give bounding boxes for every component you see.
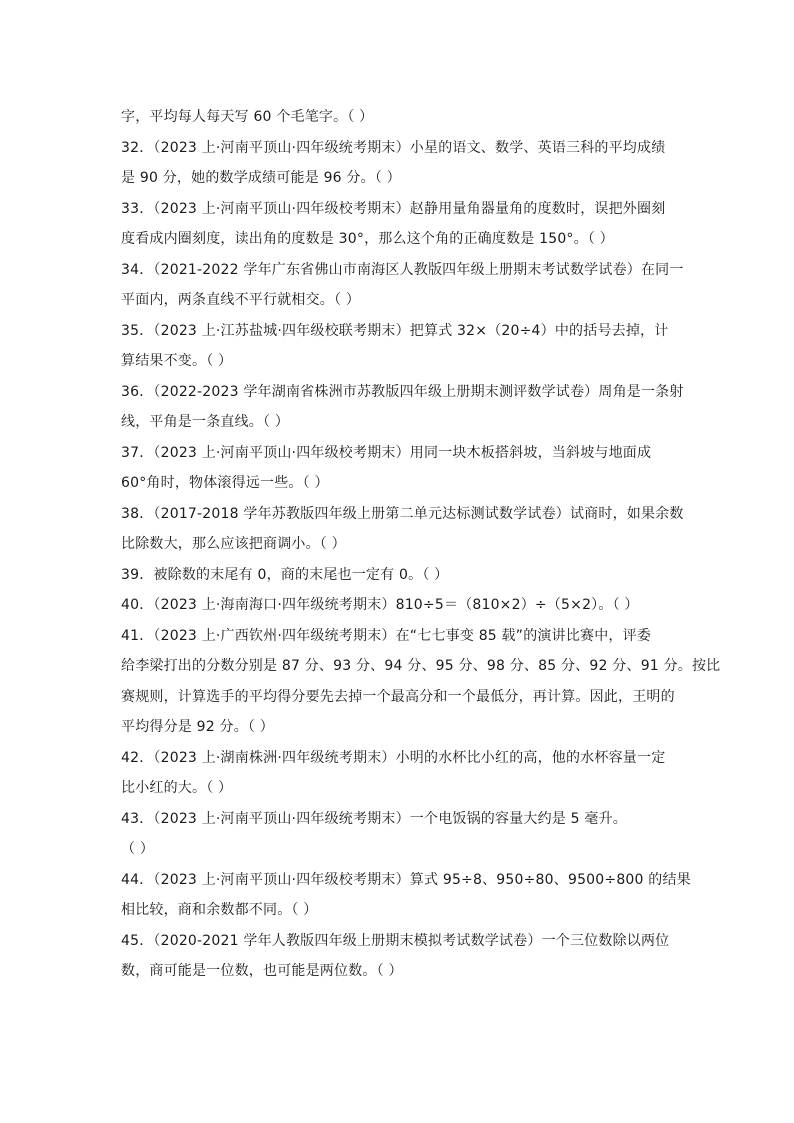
question-42-line-1: 42．（2023 上·湖南株洲·四年级统考期末）小明的水杯比小红的高，他的水杯容量一定 [121, 749, 666, 766]
question-42-line-2: 比小红的大。（ ） [121, 780, 233, 796]
question-45-line-2: 数，商可能是一位数，也可能是两位数。（ ） [121, 963, 403, 979]
question-40-line-1: 40．（2023 上·海南海口·四年级统考期末）810÷5＝（810×2）÷（5×2）。（ ） [121, 597, 639, 613]
question-44-line-2: 相比较，商和余数都不同。（ ） [121, 902, 318, 918]
question-44-line-1: 44．（2023 上·河南平顶山·四年级校考期末）算式 95÷8、950÷80、9500÷800 的结果 [121, 871, 691, 888]
question-43-line-1: 43．（2023 上·河南平顶山·四年级统考期末）一个电饭锅的容量大约是 5 毫升。 [121, 810, 627, 827]
question-list [121, 102, 721, 987]
question-31-line-2: 字，平均每人每天写 60 个毛笔字。（ ） [121, 109, 374, 125]
question-39-line-1: 39．被除数的末尾有 0，商的末尾也一定有 0。（ ） [121, 566, 449, 583]
question-32-line-1: 32．（2023 上·河南平顶山·四年级统考期末）小星的语文、数学、英语三科的平均成绩 [121, 139, 666, 156]
question-45-line-1: 45．（2020-2021 学年人教版四年级上册期末模拟考试数学试卷）一个三位数除以两位 [121, 932, 670, 949]
question-33-line-1: 33．（2023 上·河南平顶山·四年级校考期末）赵静用量角器量角的度数时，误把外圈刻 [121, 200, 666, 217]
question-36-line-2: 线，平角是一条直线。（ ） [121, 414, 290, 430]
question-43-line-2: （ ） [121, 841, 155, 857]
question-36-line-1: 36．（2022-2023 学年湖南省株洲市苏教版四年级上册期末测评数学试卷）周角是一条射 [121, 383, 684, 400]
question-41-line-4: 平均得分是 92 分。（ ） [121, 719, 274, 735]
question-34-line-2: 平面内，两条直线不平行就相交。（ ） [121, 292, 361, 308]
question-33-line-2: 度看成内圈刻度，读出角的度数是 30°，那么这个角的正确度数是 150°。（ ） [121, 231, 614, 247]
question-41-line-1: 41．（2023 上·广西钦州·四年级统考期末）在“七七事变 85 载”的演讲比赛中，评委 [121, 627, 652, 644]
question-35-line-1: 35．（2023 上·江苏盐城·四年级校联考期末）把算式 32×（20÷4）中的括号去掉，计 [121, 322, 669, 339]
question-34-line-1: 34．（2021-2022 学年广东省佛山市南海区人教版四年级上册期末考试数学试卷）在同一 [121, 261, 684, 278]
question-38-line-2: 比除数大，那么应该把商调小。（ ） [121, 536, 346, 552]
question-32-line-2: 是 90 分，她的数学成绩可能是 96 分。（ ） [121, 170, 401, 186]
question-41-line-2: 给李梁打出的分数分别是 87 分、93 分、94 分、95 分、98 分、85 分、92 分、91 分。按比 [121, 658, 721, 674]
question-37-line-2: 60°角时，物体滚得远一些。（ ） [121, 475, 329, 491]
question-41-line-3: 赛规则，计算选手的平均得分要先去掉一个最高分和一个最低分，再计算。因此，王明的 [121, 688, 675, 705]
question-35-line-2: 算结果不变。（ ） [121, 353, 233, 369]
question-37-line-1: 37．（2023 上·河南平顶山·四年级校考期末）用同一块木板搭斜坡，当斜坡与地面成 [121, 444, 652, 461]
question-38-line-1: 38．（2017-2018 学年苏教版四年级上册第二单元达标测试数学试卷）试商时，如果余数 [121, 505, 684, 522]
